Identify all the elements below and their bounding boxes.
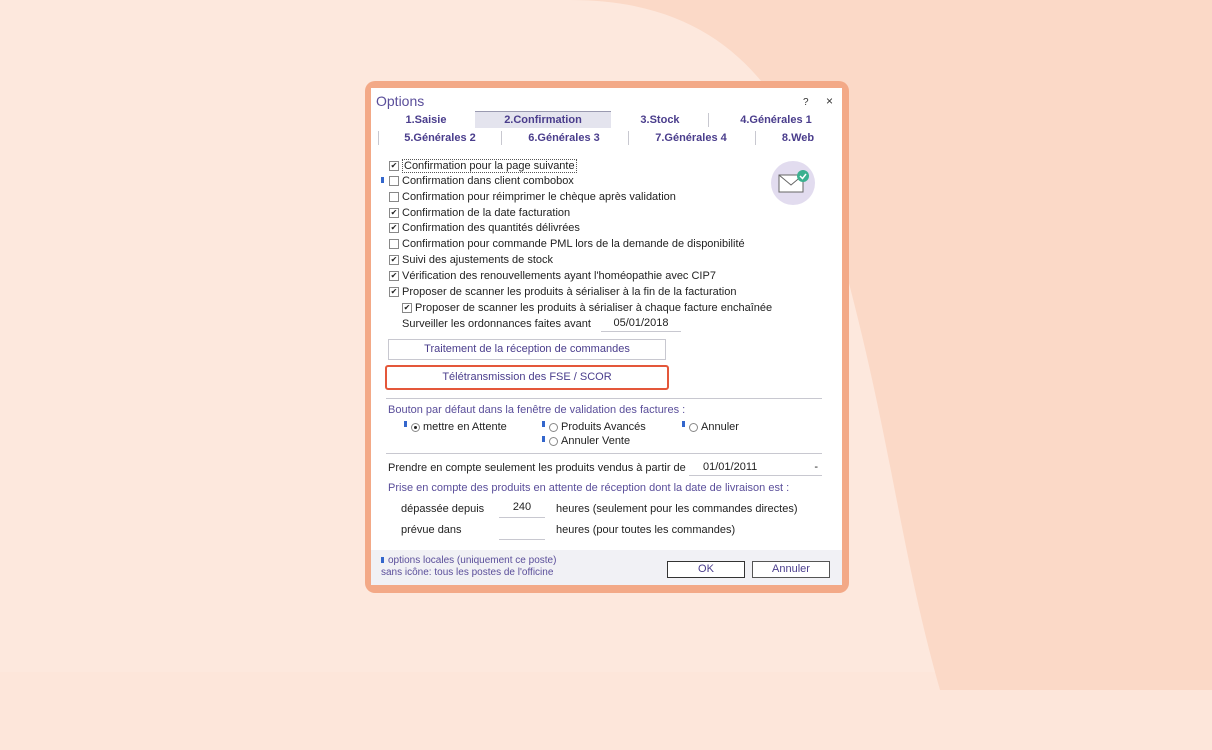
cancel-button[interactable]: Annuler — [752, 561, 830, 578]
tab-confirmation[interactable]: 2.Confirmation — [475, 111, 611, 128]
check-label: Confirmation de la date facturation — [402, 207, 571, 219]
produits-vendus-label: Prendre en compte seulement les produits vendus à partir de — [388, 462, 686, 474]
radio-label: Annuler — [701, 421, 739, 433]
prevue-suffix: heures (pour toutes les commandes) — [556, 524, 736, 536]
close-button[interactable]: × — [826, 94, 834, 108]
reception-commandes-button[interactable]: Traitement de la réception de commandes — [388, 339, 666, 360]
options-dialog — [371, 88, 842, 585]
checkbox[interactable] — [389, 161, 399, 171]
checkbox[interactable] — [389, 271, 399, 281]
check-client-combobox[interactable] — [389, 175, 574, 187]
local-marker-icon — [542, 436, 545, 442]
check-label: Confirmation pour réimprimer le chèque après validation — [402, 191, 676, 203]
radio-label: Produits Avancés — [561, 421, 646, 433]
check-scanner-fin-facturation[interactable] — [389, 286, 736, 298]
dropdown-icon[interactable]: - — [814, 461, 818, 473]
checkbox[interactable] — [389, 208, 399, 218]
checkbox[interactable] — [389, 255, 399, 265]
check-label: Proposer de scanner les produits à sérialiser à la fin de la facturation — [402, 286, 737, 298]
footer-line-2: sans icône: tous les postes de l'officine — [381, 567, 554, 578]
dialog-title: Options — [376, 93, 425, 109]
footer-line-1: options locales (uniquement ce poste) — [388, 555, 557, 566]
attente-heading: Prise en compte des produits en attente de réception dont la date de livraison est : — [388, 482, 790, 494]
ok-button[interactable]: OK — [667, 561, 745, 578]
local-marker-icon — [682, 421, 685, 427]
depassee-suffix: heures (seulement pour les commandes directes) — [556, 503, 798, 515]
local-marker-icon — [404, 421, 407, 427]
depassee-label: dépassée depuis — [401, 503, 485, 515]
separator — [386, 398, 822, 399]
local-marker-icon — [381, 557, 384, 563]
checkbox[interactable] — [402, 303, 412, 313]
check-ajustements-stock[interactable] — [389, 254, 553, 266]
check-label: Confirmation pour commande PML lors de la demande de disponibilité — [402, 238, 745, 250]
check-label: Vérification des renouvellements ayant l'homéopathie avec CIP7 — [402, 270, 716, 282]
check-scanner-facture-enchainee[interactable] — [402, 302, 772, 314]
local-marker-icon — [381, 177, 384, 183]
surveiller-label: Surveiller les ordonnances faites avant — [402, 318, 591, 330]
checkbox[interactable] — [389, 176, 399, 186]
tab-generales-4[interactable]: 7.Générales 4 — [655, 132, 727, 144]
check-label: Confirmation des quantités délivrées — [402, 222, 580, 234]
teletransmission-button[interactable]: Télétransmission des FSE / SCOR — [385, 365, 669, 390]
bouton-defaut-heading: Bouton par défaut dans la fenêtre de validation des factures : — [388, 404, 686, 416]
radio-label: mettre en Attente — [423, 421, 507, 433]
help-button[interactable]: ? — [803, 97, 809, 108]
checkbox[interactable] — [389, 287, 399, 297]
check-quantites-delivrees[interactable] — [389, 222, 580, 234]
radio-annuler-vente[interactable] — [549, 435, 630, 447]
tab-generales-2[interactable]: 5.Générales 2 — [404, 132, 476, 144]
envelope-check-icon — [771, 161, 815, 205]
tab-saisie[interactable]: 1.Saisie — [405, 114, 447, 126]
checkbox[interactable] — [389, 223, 399, 233]
tab-stock[interactable]: 3.Stock — [640, 114, 680, 126]
produits-vendus-date-input[interactable] — [689, 461, 822, 476]
radio-produits-avances[interactable] — [549, 421, 646, 433]
check-label: Proposer de scanner les produits à sérialiser à chaque facture enchaînée — [415, 302, 773, 314]
depassee-input[interactable]: 240 — [499, 501, 545, 518]
separator — [386, 453, 822, 454]
check-reimprimer-cheque[interactable] — [389, 191, 676, 203]
radio-button[interactable] — [549, 437, 558, 446]
radio-annuler[interactable] — [689, 421, 739, 433]
local-marker-icon — [542, 421, 545, 427]
radio-button[interactable] — [411, 423, 420, 432]
check-renouvellements[interactable] — [389, 270, 716, 282]
tab-web[interactable]: 8.Web — [781, 132, 815, 144]
radio-button[interactable] — [549, 423, 558, 432]
check-label: Confirmation pour la page suivante — [404, 160, 575, 172]
checkbox[interactable] — [389, 239, 399, 249]
check-date-facturation[interactable] — [389, 207, 570, 219]
checkbox[interactable] — [389, 192, 399, 202]
check-label: Confirmation dans client combobox — [402, 175, 574, 187]
tab-generales-3[interactable]: 6.Générales 3 — [528, 132, 600, 144]
radio-mettre-en-attente[interactable] — [411, 421, 507, 433]
surveiller-date-input[interactable]: 05/01/2018 — [601, 317, 681, 332]
check-page-suivante[interactable] — [389, 159, 577, 173]
produits-vendus-value: 01/01/2011 — [703, 461, 758, 473]
check-label: Suivi des ajustements de stock — [402, 254, 554, 266]
dialog-footer — [371, 550, 842, 585]
check-commande-pml[interactable] — [389, 238, 745, 250]
radio-label: Annuler Vente — [561, 435, 631, 447]
tab-generales-1[interactable]: 4.Générales 1 — [740, 114, 812, 126]
prevue-label: prévue dans — [401, 524, 462, 536]
radio-button[interactable] — [689, 423, 698, 432]
prevue-input[interactable] — [499, 523, 545, 540]
